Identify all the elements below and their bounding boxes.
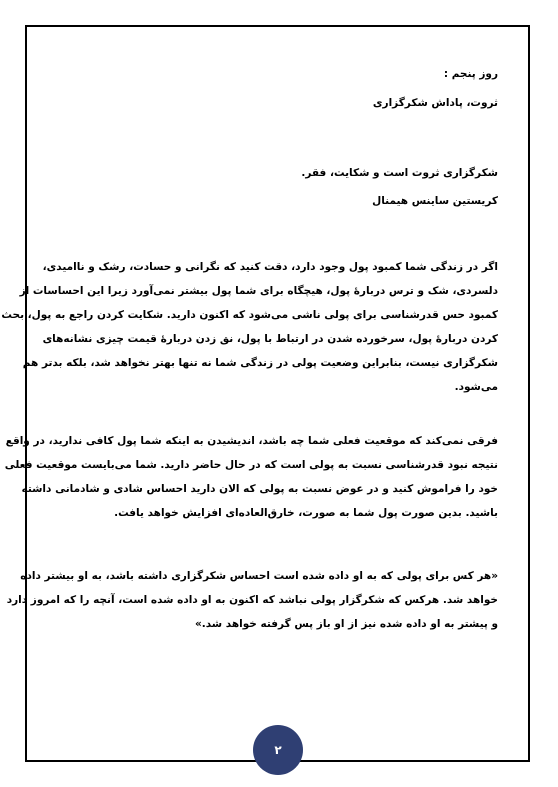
paragraph-line: می‌شود. [454,381,498,393]
paragraph-line: باشید. بدین صورت پول شما به صورت، خارق‌العاده‌ای افزایش خواهد یافت. [114,507,498,519]
paragraph-3 [6,564,498,636]
page-number-badge [253,725,303,775]
paragraph-line: نتیجه نبود قدرشناسی نسبت به پولی است که در حال حاضر دارید. شما می‌بایست موقعیت فعلی [4,459,498,471]
day-heading: روز پنجم : [443,68,498,80]
paragraph-2 [4,429,498,525]
section-title: ثروت، پاداش شکرگزاری [372,97,498,109]
paragraph-line: اگر در زندگی شما کمبود پول وجود دارد، دقت کنید که نگرانی و حسادت، رشک و ناامیدی، [42,261,498,273]
paragraph-line: کمبود حس قدرشناسی برای پولی ناشی می‌شود که اکنون دارید. شکایت کردن راجع به پول، بحث [1,309,498,321]
quote-author: کریستین ساینس هیمنال [372,195,498,207]
page-number: ۲ [274,743,282,757]
paragraph-line: کردن دربارهٔ پول، سرخورده شدن در ارتباط با پول، نق زدن دربارهٔ قیمت چیزی نشانه‌های [42,333,498,345]
paragraph-line: خواهد شد. هرکس که شکرگزار پولی نباشد که اکنون به او داده شده است، آنچه را که امروز دارد [6,594,498,606]
paragraph-line: و پیشتر به او داده شده نیز از او باز پس گرفته خواهد شد.» [194,618,498,630]
paragraph-line: دلسردی، شک و ترس دربارهٔ پول، هیچگاه برای شما پول بیشتر نمی‌آورد زیرا این احساسات از [19,285,498,297]
paragraph-1 [1,255,498,399]
quote-text: شکرگزاری ثروت است و شکایت، فقر. [301,167,498,179]
paragraph-line: «هر کس برای پولی که به او داده شده است احساس شکرگزاری داشته باشد، به او بیشتر داده [20,570,498,582]
paragraph-line: خود را فراموش کنید و در عوض نسبت به پولی که الان دارید احساس شادی و شادمانی داشته [21,483,498,495]
paragraph-line: فرقی نمی‌کند که موقعیت فعلی شما چه باشد، اندیشیدن به اینکه شما پول کافی ندارید، در واقع [5,435,498,447]
paragraph-line: شکرگزاری نیست، بنابراین وضعیت پولی در زندگی شما نه تنها بهتر نخواهد شد، بلکه بدتر هم [22,357,498,369]
